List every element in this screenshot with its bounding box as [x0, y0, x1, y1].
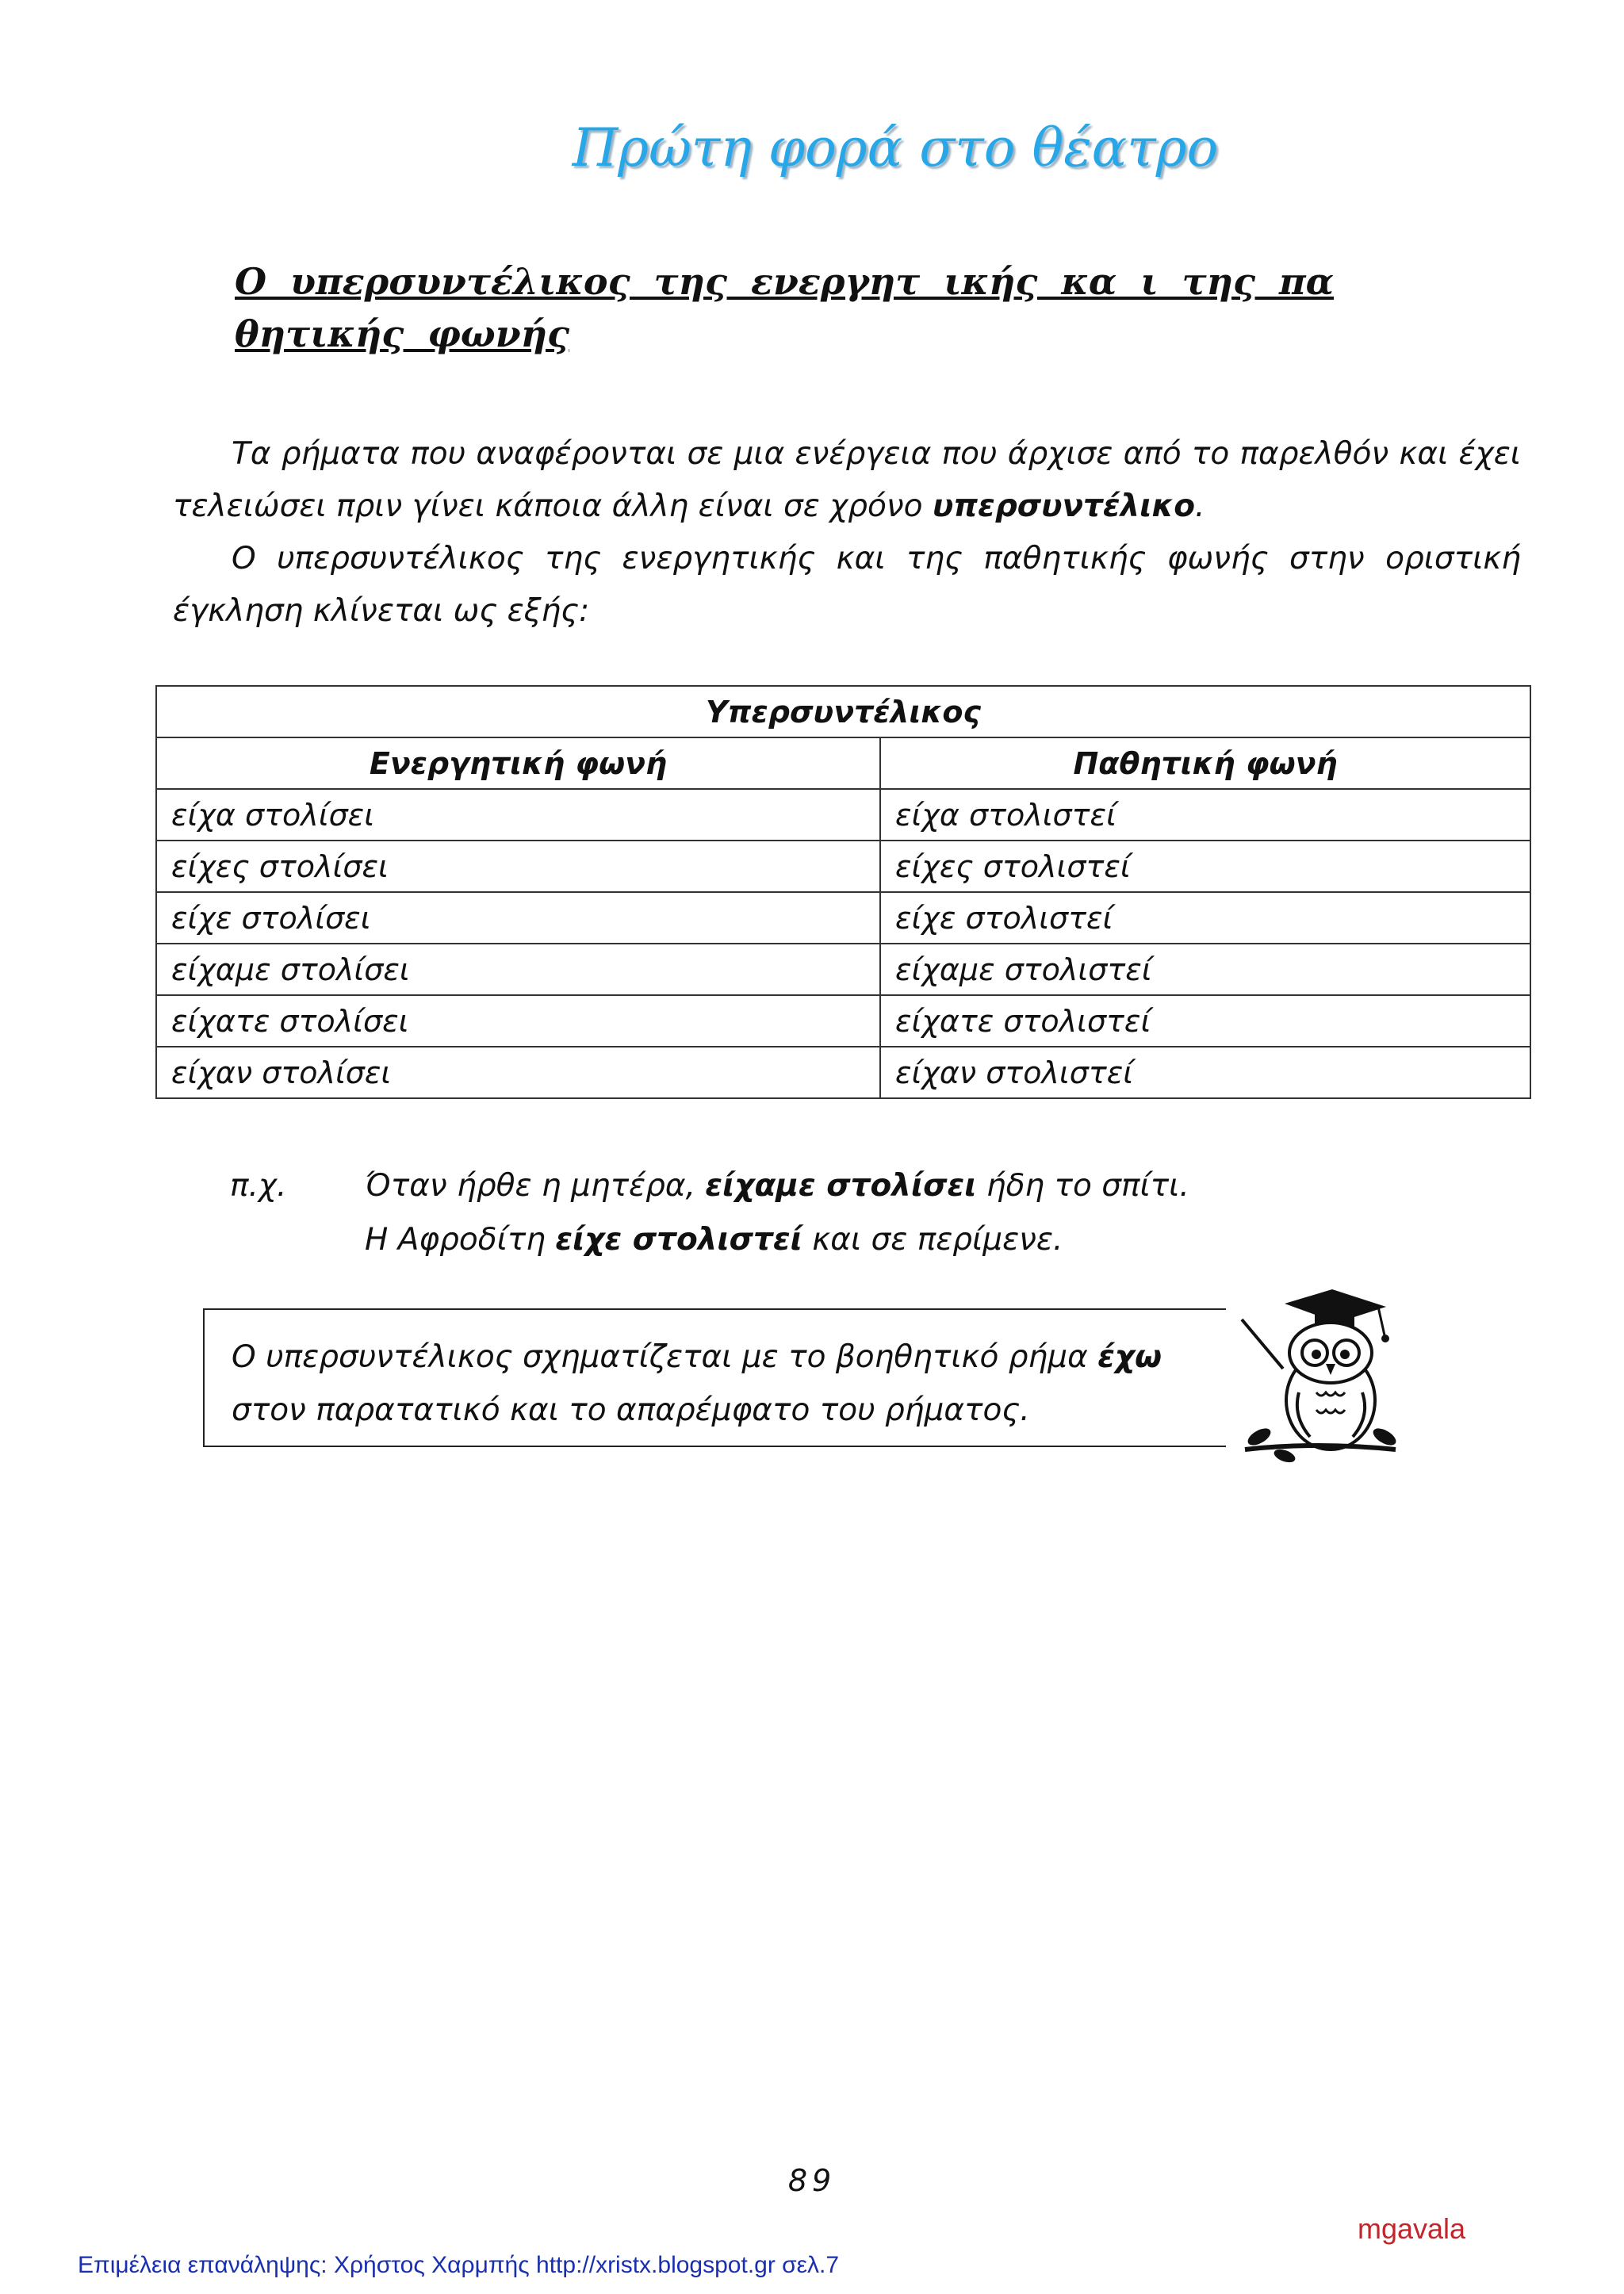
rule-text: Ο υπερσυντέλικος σχηματίζεται με το βοηθητικό ρήμα [232, 1339, 1098, 1375]
intro-text: Τα ρήματα που αναφέρονται σε μια ενέργεια που άρχισε από το παρελθόν και έχει τελειώσει πριν γίνει κάποια άλλη είναι σε χρόνο [173, 436, 1521, 524]
table-cell: είχαμε στολιστεί [880, 944, 1530, 995]
table-cell: είχα στολίσει [156, 789, 880, 841]
intro-text-2: Ο υπερσυντέλικος της ενεργητικής και της παθητικής φωνής στην οριστική έγκληση κλίνεται ως εξής: [173, 541, 1521, 629]
page-number: 89 [787, 2163, 837, 2198]
column-header-passive: Παθητική φωνή [880, 737, 1530, 789]
table-row [156, 995, 1530, 1047]
author-credit: mgavala [1358, 2212, 1466, 2245]
table-cell: είχες στολίσει [156, 841, 880, 892]
example-bold-verb: είχαμε στολίσει [705, 1168, 977, 1204]
column-header-active: Ενεργητική φωνή [156, 737, 880, 789]
table-cell: είχε στολιστεί [880, 892, 1530, 944]
intro-bold-term: υπερσυντέλικο [932, 488, 1195, 524]
example-bold-verb: είχε στολιστεί [555, 1222, 802, 1258]
table-title: Υπερσυντέλικος [156, 686, 1530, 737]
example-line-1 [230, 1159, 1419, 1213]
table-row [156, 1047, 1530, 1098]
table-row [156, 944, 1530, 995]
rule-line-1 [232, 1331, 1226, 1384]
example-block [230, 1159, 1419, 1267]
rule-bold-verb: έχω [1097, 1339, 1162, 1375]
intro-paragraph-2 [173, 533, 1521, 638]
table-cell: είχαν στολιστεί [880, 1047, 1530, 1098]
footer-credit: Επιμέλεια επανάληψης: Χρήστος Χαρμπής http://xristx.blogspot.gr σελ.7 [78, 2252, 840, 2278]
owl-teacher-icon [1237, 1273, 1404, 1464]
example-text: Η Αφροδίτη [365, 1222, 556, 1258]
conjugation-table [155, 685, 1531, 1099]
table-cell: είχατε στολιστεί [880, 995, 1530, 1047]
table-row [156, 892, 1530, 944]
table-cell: είχες στολιστεί [880, 841, 1530, 892]
rule-line-2: στον παρατατικό και το απαρέμφατο του ρήματος. [232, 1392, 1030, 1428]
table-cell: είχατε στολίσει [156, 995, 880, 1047]
example-line-2 [230, 1213, 1419, 1267]
page-title: Πρώτη φορά στο θέατρο [572, 117, 1219, 178]
intro-paragraph-1 [173, 428, 1521, 533]
example-text: ήδη το σπίτι. [976, 1168, 1189, 1204]
example-text: Όταν ήρθε η μητέρα, [365, 1168, 706, 1204]
intro-period: . [1195, 488, 1205, 524]
table-cell: είχαν στολίσει [156, 1047, 880, 1098]
table-row [156, 789, 1530, 841]
table-row [156, 841, 1530, 892]
table-cell: είχα στολιστεί [880, 789, 1530, 841]
table-cell: είχε στολίσει [156, 892, 880, 944]
rule-box [203, 1308, 1226, 1447]
example-label: π.χ. [230, 1168, 287, 1204]
table-cell: είχαμε στολίσει [156, 944, 880, 995]
section-heading: Ο υπερσυντέλικος της ενεργητ ικής κα ι της πα θητικής φωνής [235, 260, 1335, 355]
example-text: και σε περίμενε. [802, 1222, 1063, 1258]
